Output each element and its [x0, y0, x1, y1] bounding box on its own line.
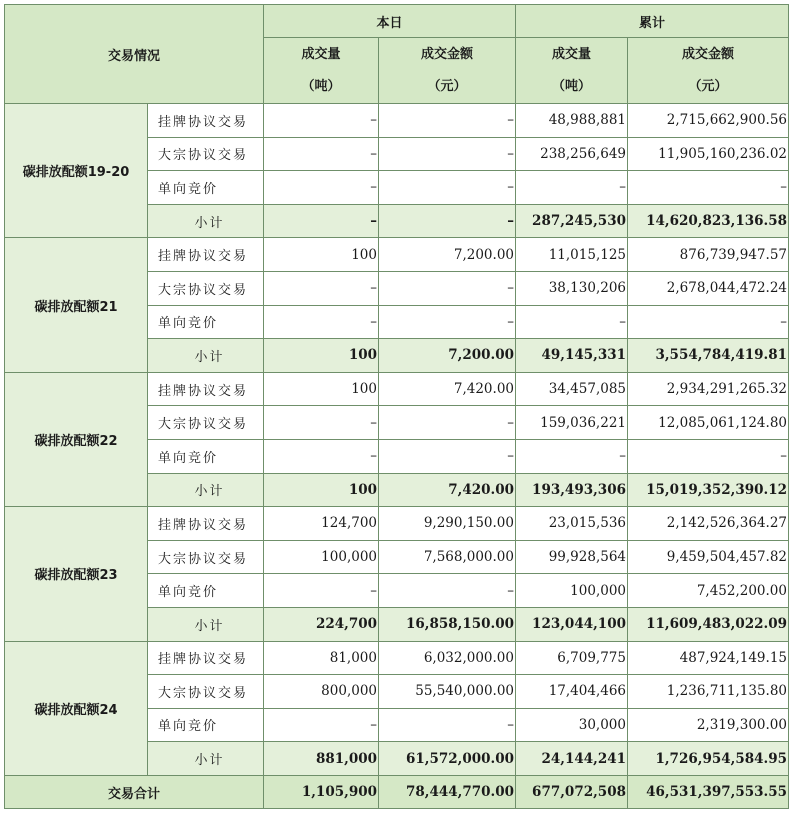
- cumulative-amount: 14,620,823,136.58: [628, 204, 789, 238]
- today-amount: 7,568,000.00: [379, 540, 516, 574]
- today-volume: 100: [264, 339, 379, 373]
- cumulative-amount: 11,609,483,022.09: [628, 607, 789, 641]
- today-volume: –: [264, 171, 379, 205]
- today-volume: 124,700: [264, 507, 379, 541]
- today-amount: –: [379, 439, 516, 473]
- cumulative-amount: 2,319,300.00: [628, 708, 789, 742]
- trade-type: 单向竞价: [148, 439, 264, 473]
- cumulative-volume: –: [516, 171, 628, 205]
- today-amount: –: [379, 574, 516, 608]
- today-volume: –: [264, 271, 379, 305]
- today-amount: –: [379, 708, 516, 742]
- trade-type: 小计: [148, 204, 264, 238]
- header-today: 本日: [264, 5, 516, 38]
- today-amount: –: [379, 305, 516, 339]
- cumulative-volume: 11,015,125: [516, 238, 628, 272]
- cumulative-amount: 15,019,352,390.12: [628, 473, 789, 507]
- trade-type: 大宗协议交易: [148, 675, 264, 709]
- cumulative-volume: 159,036,221: [516, 406, 628, 440]
- cumulative-amount: 2,678,044,472.24: [628, 271, 789, 305]
- today-volume: 881,000: [264, 742, 379, 776]
- table-row: [5, 104, 789, 138]
- cumulative-amount: 3,554,784,419.81: [628, 339, 789, 373]
- today-volume: –: [264, 305, 379, 339]
- cumulative-volume: 193,493,306: [516, 473, 628, 507]
- cumulative-volume: 48,988,881: [516, 104, 628, 138]
- today-volume: 224,700: [264, 607, 379, 641]
- cumulative-volume: –: [516, 439, 628, 473]
- today-volume: 100: [264, 473, 379, 507]
- today-amount: 55,540,000.00: [379, 675, 516, 709]
- cumulative-amount: –: [628, 171, 789, 205]
- group-name: 碳排放配额23: [5, 507, 148, 641]
- today-volume: 100,000: [264, 540, 379, 574]
- header-amount-unit: （元）: [688, 78, 728, 94]
- cumulative-volume: 30,000: [516, 708, 628, 742]
- trade-type: 小计: [148, 607, 264, 641]
- cumulative-volume: 238,256,649: [516, 137, 628, 171]
- cumulative-amount: 9,459,504,457.82: [628, 540, 789, 574]
- total-cumulative-volume: 677,072,508: [516, 775, 628, 809]
- today-volume: 81,000: [264, 641, 379, 675]
- cumulative-amount: 876,739,947.57: [628, 238, 789, 272]
- cumulative-volume: 49,145,331: [516, 339, 628, 373]
- today-amount: –: [379, 171, 516, 205]
- cumulative-volume: 123,044,100: [516, 607, 628, 641]
- cumulative-volume: 17,404,466: [516, 675, 628, 709]
- today-amount: 7,420.00: [379, 473, 516, 507]
- grand-total-label: 交易合计: [5, 775, 264, 809]
- trade-type: 单向竞价: [148, 574, 264, 608]
- cumulative-volume: 6,709,775: [516, 641, 628, 675]
- trade-type: 单向竞价: [148, 171, 264, 205]
- header-cum-volume: [516, 38, 628, 104]
- total-cumulative-amount: 46,531,397,553.55: [628, 775, 789, 809]
- header-today-amount: [379, 38, 516, 104]
- today-volume: –: [264, 439, 379, 473]
- today-amount: 6,032,000.00: [379, 641, 516, 675]
- trading-summary-table: [4, 4, 789, 809]
- cumulative-volume: 34,457,085: [516, 372, 628, 406]
- header-trade-situation: 交易情况: [5, 5, 264, 104]
- group-name: 碳排放配额21: [5, 238, 148, 372]
- trade-type: 大宗协议交易: [148, 406, 264, 440]
- trade-type: 大宗协议交易: [148, 271, 264, 305]
- today-amount: 7,200.00: [379, 238, 516, 272]
- header-cum-amount: [628, 38, 789, 104]
- trade-type: 小计: [148, 339, 264, 373]
- today-volume: –: [264, 204, 379, 238]
- today-amount: 61,572,000.00: [379, 742, 516, 776]
- trade-type: 小计: [148, 742, 264, 776]
- table-row: [5, 641, 789, 675]
- table-row: [5, 372, 789, 406]
- trade-type: 小计: [148, 473, 264, 507]
- today-amount: –: [379, 137, 516, 171]
- today-amount: 9,290,150.00: [379, 507, 516, 541]
- today-volume: –: [264, 574, 379, 608]
- cumulative-amount: 2,715,662,900.56: [628, 104, 789, 138]
- trade-type: 大宗协议交易: [148, 137, 264, 171]
- grand-total-row: [5, 775, 789, 809]
- today-volume: 100: [264, 372, 379, 406]
- cumulative-amount: 1,236,711,135.80: [628, 675, 789, 709]
- trade-type: 单向竞价: [148, 305, 264, 339]
- table-row: [5, 507, 789, 541]
- header-volume-label: 成交量: [301, 46, 341, 62]
- cumulative-amount: 12,085,061,124.80: [628, 406, 789, 440]
- cumulative-amount: –: [628, 305, 789, 339]
- header-amount-unit: （元）: [427, 78, 467, 94]
- header-amount-label: 成交金额: [681, 46, 734, 62]
- cumulative-volume: 23,015,536: [516, 507, 628, 541]
- total-today-volume: 1,105,900: [264, 775, 379, 809]
- group-name: 碳排放配额22: [5, 372, 148, 506]
- today-volume: –: [264, 708, 379, 742]
- cumulative-amount: 11,905,160,236.02: [628, 137, 789, 171]
- table-body: [5, 5, 789, 809]
- trade-type: 挂牌协议交易: [148, 641, 264, 675]
- today-volume: –: [264, 104, 379, 138]
- today-amount: –: [379, 204, 516, 238]
- today-amount: –: [379, 104, 516, 138]
- header-volume-label: 成交量: [551, 46, 591, 62]
- total-today-amount: 78,444,770.00: [379, 775, 516, 809]
- cumulative-volume: 287,245,530: [516, 204, 628, 238]
- cumulative-volume: 100,000: [516, 574, 628, 608]
- cumulative-volume: 99,928,564: [516, 540, 628, 574]
- cumulative-volume: 24,144,241: [516, 742, 628, 776]
- today-amount: 7,200.00: [379, 339, 516, 373]
- today-volume: –: [264, 137, 379, 171]
- header-volume-unit: （吨）: [301, 78, 341, 94]
- group-name: 碳排放配额24: [5, 641, 148, 775]
- trade-type: 挂牌协议交易: [148, 238, 264, 272]
- cumulative-amount: 1,726,954,584.95: [628, 742, 789, 776]
- trade-type: 挂牌协议交易: [148, 372, 264, 406]
- cumulative-amount: –: [628, 439, 789, 473]
- today-volume: 100: [264, 238, 379, 272]
- trade-type: 单向竞价: [148, 708, 264, 742]
- today-amount: –: [379, 406, 516, 440]
- today-volume: 800,000: [264, 675, 379, 709]
- trade-type: 挂牌协议交易: [148, 104, 264, 138]
- header-cumulative: 累计: [516, 5, 789, 38]
- header-row-1: [5, 5, 789, 38]
- group-name: 碳排放配额19-20: [5, 104, 148, 238]
- header-today-volume: [264, 38, 379, 104]
- header-volume-unit: （吨）: [551, 78, 591, 94]
- cumulative-volume: 38,130,206: [516, 271, 628, 305]
- today-amount: 16,858,150.00: [379, 607, 516, 641]
- cumulative-amount: 2,934,291,265.32: [628, 372, 789, 406]
- today-volume: –: [264, 406, 379, 440]
- cumulative-volume: –: [516, 305, 628, 339]
- table-row: [5, 238, 789, 272]
- header-amount-label: 成交金额: [420, 46, 473, 62]
- trade-type: 挂牌协议交易: [148, 507, 264, 541]
- today-amount: 7,420.00: [379, 372, 516, 406]
- trade-type: 大宗协议交易: [148, 540, 264, 574]
- cumulative-amount: 487,924,149.15: [628, 641, 789, 675]
- cumulative-amount: 2,142,526,364.27: [628, 507, 789, 541]
- cumulative-amount: 7,452,200.00: [628, 574, 789, 608]
- today-amount: –: [379, 271, 516, 305]
